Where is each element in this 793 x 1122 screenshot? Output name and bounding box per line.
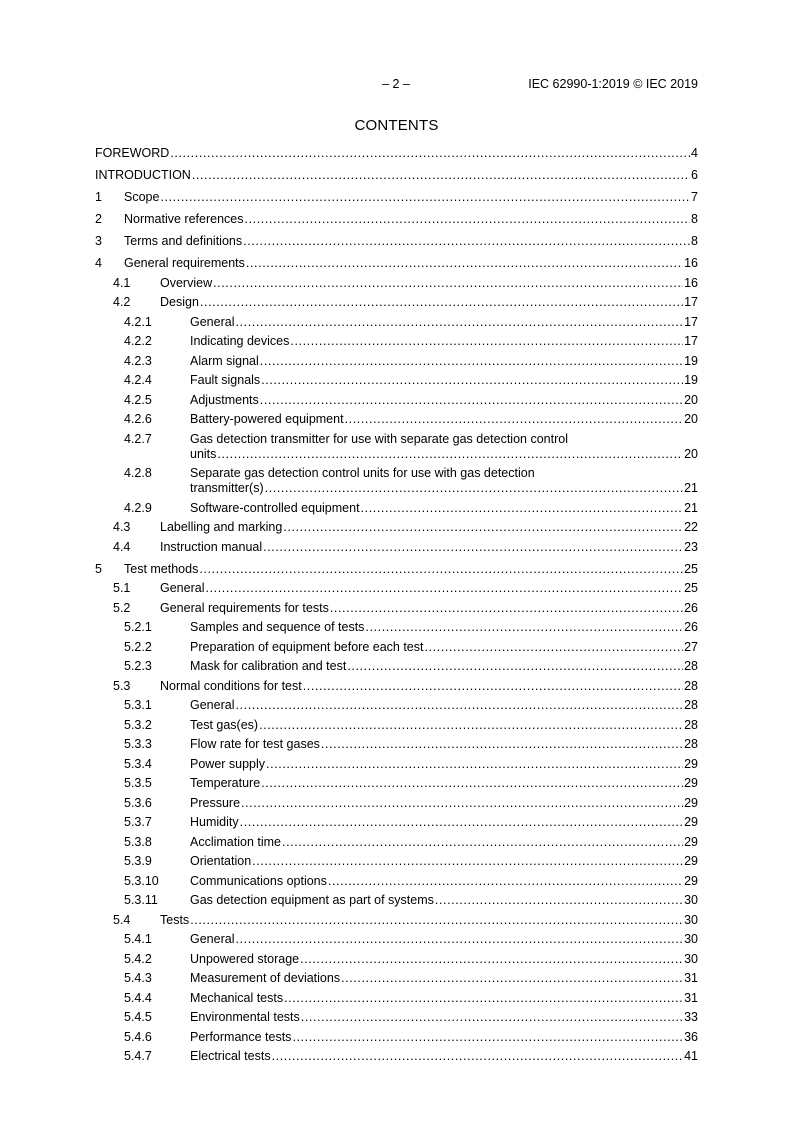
toc-entry-page: 6 (691, 168, 698, 182)
toc-entry[interactable] (95, 412, 698, 427)
toc-entry-number: 4.2.7 (124, 431, 152, 446)
toc-entry-page: 29 (684, 854, 698, 868)
page-number: – 2 – (382, 77, 410, 91)
toc-entry-number: 5.1 (113, 581, 131, 595)
toc-entry[interactable] (95, 295, 698, 310)
dot-leader (263, 540, 683, 555)
toc-entry-label: INTRODUCTION (95, 168, 191, 182)
toc-entry-page: 41 (684, 1049, 698, 1063)
toc-entry[interactable] (95, 971, 698, 986)
dot-leader (272, 1049, 684, 1064)
toc-entry[interactable] (95, 256, 698, 271)
toc-entry[interactable] (95, 190, 698, 205)
toc-entry[interactable] (95, 796, 698, 811)
toc-entry-page: 19 (684, 353, 698, 368)
toc-entry-number: 5.3.7 (124, 815, 152, 829)
toc-entry-number: 4.2.8 (124, 466, 152, 480)
toc-entry-page: 21 (684, 500, 698, 515)
toc-entry-label: Preparation of equipment before each test (190, 639, 424, 654)
toc-entry-label: Software-controlled equipment (190, 500, 360, 515)
toc-entry-label: General (190, 698, 235, 712)
dot-leader (199, 562, 683, 577)
toc-entry-label: Orientation (190, 854, 252, 868)
toc-entry-label: Mechanical tests (190, 990, 284, 1005)
toc-entry-label: Temperature (190, 776, 261, 790)
dot-leader (235, 315, 683, 330)
toc-entry-page: 25 (684, 561, 698, 576)
toc-entry-label: Humidity (190, 815, 239, 829)
toc-entry[interactable] (95, 620, 698, 635)
toc-entry-page: 8 (691, 234, 698, 248)
toc-entry-page: 31 (684, 971, 698, 985)
toc-entry-label: Labelling and marking (160, 520, 283, 534)
toc-entry-page: 23 (684, 539, 698, 554)
toc-entry-number: 5.3.11 (124, 893, 158, 907)
toc-entry[interactable] (95, 501, 698, 516)
toc-entry-number: 5.4.2 (124, 951, 152, 966)
toc-entry-number: 5.2.2 (124, 639, 152, 654)
toc-entry-number: 5 (95, 561, 102, 576)
toc-entry[interactable] (95, 991, 698, 1006)
toc-entry-number: 5.4.6 (124, 1029, 152, 1044)
toc-entry-label: General requirements for tests (160, 600, 329, 615)
dot-leader (217, 447, 683, 462)
toc-entry-label: Samples and sequence of tests (190, 620, 365, 634)
toc-entry-number: 5.3.1 (124, 698, 152, 712)
toc-entry-page: 30 (684, 893, 698, 907)
toc-entry-number: 5.3.9 (124, 854, 152, 868)
toc-entry-page: 30 (684, 932, 698, 946)
dot-leader (240, 815, 683, 830)
toc-entry-page: 36 (684, 1029, 698, 1044)
toc-entry-page: 29 (684, 815, 698, 829)
toc-entry-label: Test methods (124, 561, 199, 576)
toc-entry-number: 5.2.1 (124, 620, 152, 634)
toc-entry[interactable] (95, 212, 698, 227)
toc-entry-page: 30 (684, 951, 698, 966)
dot-leader (284, 991, 683, 1006)
toc-entry-page: 20 (684, 412, 698, 426)
toc-entry[interactable] (95, 659, 698, 674)
toc-entry[interactable] (95, 874, 698, 889)
toc-entry-page: 21 (684, 481, 698, 495)
dot-leader (301, 1010, 683, 1025)
dot-leader (243, 234, 690, 249)
toc-entry-page: 33 (684, 1010, 698, 1024)
toc-entry-number: 5.3.5 (124, 776, 152, 790)
toc-entry[interactable] (95, 640, 698, 655)
toc-entry-label: FOREWORD (95, 146, 170, 160)
toc-entry-label: Unpowered storage (190, 951, 300, 966)
toc-entry-label: General (190, 932, 235, 946)
toc-entry-number: 5.3.3 (124, 737, 152, 751)
toc-entry-label: General requirements (124, 256, 245, 270)
toc-entry[interactable] (95, 276, 698, 291)
toc-entry[interactable] (95, 932, 698, 947)
toc-entry-page: 28 (684, 737, 698, 751)
toc-entry-label: Pressure (190, 795, 241, 810)
dot-leader (252, 854, 683, 869)
toc-entry[interactable] (95, 466, 698, 496)
toc-entry-label: Alarm signal (190, 353, 259, 368)
toc-entry[interactable] (95, 234, 698, 249)
toc-entry-page: 28 (684, 698, 698, 712)
toc-entry-page: 25 (684, 581, 698, 595)
toc-entry-number: 5.4.1 (124, 932, 152, 946)
dot-leader (160, 190, 690, 205)
toc-entry-page: 20 (684, 446, 698, 461)
toc-entry-label: Normal conditions for test (160, 678, 302, 693)
toc-entry-page: 29 (684, 756, 698, 771)
toc-entry[interactable] (95, 432, 698, 462)
dot-leader (261, 776, 683, 791)
dot-leader (170, 146, 690, 161)
toc-entry-label: Fault signals (190, 373, 261, 387)
toc-entry-page: 4 (691, 146, 698, 160)
toc-entry[interactable] (95, 1049, 698, 1064)
toc-entry[interactable] (95, 540, 698, 555)
toc-entry-page: 29 (684, 795, 698, 810)
toc-entry-page: 29 (684, 776, 698, 790)
dot-leader (303, 679, 683, 694)
dot-leader (266, 757, 683, 772)
dot-leader (213, 276, 683, 291)
toc-entry-number: 4.3 (113, 520, 131, 534)
table-of-contents (95, 146, 698, 1064)
dot-leader (361, 501, 684, 516)
toc-entry[interactable] (95, 893, 698, 908)
toc-entry[interactable] (95, 315, 698, 330)
dot-leader (235, 932, 683, 947)
toc-entry[interactable] (95, 913, 698, 928)
toc-entry[interactable] (95, 835, 698, 850)
toc-entry[interactable] (95, 952, 698, 967)
dot-leader (424, 640, 683, 655)
toc-entry[interactable] (95, 776, 698, 791)
toc-entry-number: 5.2 (113, 600, 131, 615)
toc-entry[interactable] (95, 520, 698, 535)
toc-entry-number: 5.3 (113, 678, 131, 693)
toc-entry-page: 29 (684, 834, 698, 849)
toc-entry-page: 20 (684, 392, 698, 407)
toc-entry-label: Instruction manual (160, 539, 263, 554)
toc-entry-page: 26 (684, 620, 698, 634)
toc-entry-number: 4.4 (113, 539, 131, 554)
toc-entry-label: Adjustments (190, 392, 259, 407)
toc-entry-number: 5.3.8 (124, 834, 152, 849)
toc-entry-label: General (190, 314, 235, 329)
toc-entry-label: Mask for calibration and test (190, 659, 347, 673)
toc-entry-label: Design (160, 295, 199, 309)
toc-entry-label: Gas detection equipment as part of systems (190, 893, 434, 907)
toc-entry-label: Flow rate for test gases (190, 737, 320, 751)
dot-leader (260, 354, 683, 369)
toc-entry-label: Measurement of deviations (190, 971, 341, 985)
toc-entry[interactable] (95, 1010, 698, 1025)
toc-entry-label: Communications options (190, 873, 327, 888)
dot-leader (260, 393, 683, 408)
toc-entry-page: 17 (684, 295, 698, 309)
dot-leader (192, 168, 690, 183)
toc-entry-number: 4.2.3 (124, 353, 152, 368)
dot-leader (328, 874, 683, 889)
toc-entry[interactable] (95, 718, 698, 733)
toc-entry-number: 5.4.7 (124, 1049, 152, 1063)
toc-entry-number: 5.4.4 (124, 990, 152, 1005)
toc-entry-label: Test gas(es) (190, 717, 259, 732)
toc-entry-label: Separate gas detection control units for use with gas detection (190, 466, 535, 480)
toc-entry-label: General (160, 581, 205, 595)
toc-entry[interactable] (95, 334, 698, 349)
toc-entry-number: 5.3.2 (124, 717, 152, 732)
dot-leader (300, 952, 683, 967)
toc-entry-label: Scope (124, 190, 160, 204)
toc-entry[interactable] (95, 601, 698, 616)
toc-entry-number: 4.2.1 (124, 314, 152, 329)
dot-leader (283, 520, 683, 535)
dot-leader (321, 737, 683, 752)
dot-leader (341, 971, 683, 986)
dot-leader (261, 373, 683, 388)
toc-entry-label: Power supply (190, 756, 266, 771)
dot-leader (200, 295, 683, 310)
toc-entry-label: Battery-powered equipment (190, 412, 344, 426)
toc-entry[interactable] (95, 698, 698, 713)
toc-entry[interactable] (95, 679, 698, 694)
dot-leader (345, 412, 684, 427)
toc-entry-page: 16 (684, 256, 698, 270)
toc-entry-number: 4.2.4 (124, 373, 152, 387)
toc-entry-label-continued: transmitter(s) (190, 481, 264, 495)
toc-entry-number: 5.4 (113, 912, 131, 927)
toc-entry[interactable] (95, 373, 698, 388)
dot-leader (365, 620, 683, 635)
dot-leader (265, 481, 683, 496)
toc-entry-number: 5.2.3 (124, 659, 152, 673)
toc-entry-number: 5.4.3 (124, 971, 152, 985)
toc-entry[interactable] (95, 854, 698, 869)
toc-entry[interactable] (95, 354, 698, 369)
toc-entry-label: Indicating devices (190, 334, 290, 348)
toc-entry-page: 8 (691, 212, 698, 226)
toc-entry[interactable] (95, 815, 698, 830)
toc-entry[interactable] (95, 146, 698, 161)
toc-entry-label: Acclimation time (190, 834, 281, 849)
toc-entry-page: 17 (684, 314, 698, 329)
toc-entry-page: 30 (684, 912, 698, 927)
toc-entry[interactable] (95, 757, 698, 772)
toc-entry-page: 27 (684, 639, 698, 654)
toc-entry-page: 16 (684, 275, 698, 290)
toc-entry-number: 4 (95, 256, 102, 270)
toc-entry-page: 28 (684, 659, 698, 673)
toc-entry-number: 4.2.6 (124, 412, 152, 426)
toc-entry-page: 22 (684, 520, 698, 534)
dot-leader (190, 913, 683, 928)
toc-entry-label: Environmental tests (190, 1010, 300, 1024)
toc-entry-number: 2 (95, 212, 102, 226)
toc-entry-number: 5.3.4 (124, 756, 152, 771)
toc-entry-label: Normative references (124, 212, 244, 226)
document-reference: IEC 62990-1:2019 © IEC 2019 (528, 77, 698, 91)
dot-leader (246, 256, 683, 271)
dot-leader (290, 334, 683, 349)
toc-entry-number: 4.2.9 (124, 500, 152, 515)
dot-leader (241, 796, 683, 811)
dot-leader (205, 581, 683, 596)
dot-leader (259, 718, 683, 733)
toc-entry-number: 4.2.2 (124, 334, 152, 348)
toc-entry-page: 19 (684, 373, 698, 387)
toc-entry-page: 31 (684, 990, 698, 1005)
toc-entry-page: 28 (684, 678, 698, 693)
page-title: CONTENTS (354, 117, 439, 134)
toc-entry[interactable] (95, 1030, 698, 1045)
toc-entry-page: 17 (684, 334, 698, 348)
toc-entry-page: 7 (691, 190, 698, 204)
dot-leader (435, 893, 683, 908)
toc-entry-number: 5.3.6 (124, 795, 152, 810)
toc-entry[interactable] (95, 562, 698, 577)
toc-entry-label: Overview (160, 275, 213, 290)
toc-entry-label: Terms and definitions (124, 234, 243, 248)
toc-entry-label: Tests (160, 912, 190, 927)
toc-entry[interactable] (95, 737, 698, 752)
toc-entry-number: 4.2.5 (124, 392, 152, 407)
toc-entry-label: Gas detection transmitter for use with separate gas detection control (190, 431, 568, 446)
toc-entry-number: 1 (95, 190, 102, 204)
dot-leader (235, 698, 683, 713)
toc-entry-label: Performance tests (190, 1029, 292, 1044)
dot-leader (245, 212, 691, 227)
toc-entry-number: 5.3.10 (124, 873, 159, 888)
toc-entry-number: 5.4.5 (124, 1010, 152, 1024)
toc-entry-page: 28 (684, 717, 698, 732)
dot-leader (292, 1030, 683, 1045)
toc-entry-page: 26 (684, 600, 698, 615)
toc-entry-page: 29 (684, 873, 698, 888)
toc-entry[interactable] (95, 581, 698, 596)
dot-leader (282, 835, 683, 850)
toc-entry[interactable] (95, 168, 698, 183)
toc-entry[interactable] (95, 393, 698, 408)
toc-entry-number: 4.2 (113, 295, 131, 309)
toc-entry-label-continued: units (190, 446, 217, 461)
dot-leader (347, 659, 683, 674)
toc-entry-number: 4.1 (113, 275, 131, 290)
dot-leader (330, 601, 683, 616)
toc-entry-number: 3 (95, 234, 102, 248)
toc-entry-label: Electrical tests (190, 1049, 271, 1063)
